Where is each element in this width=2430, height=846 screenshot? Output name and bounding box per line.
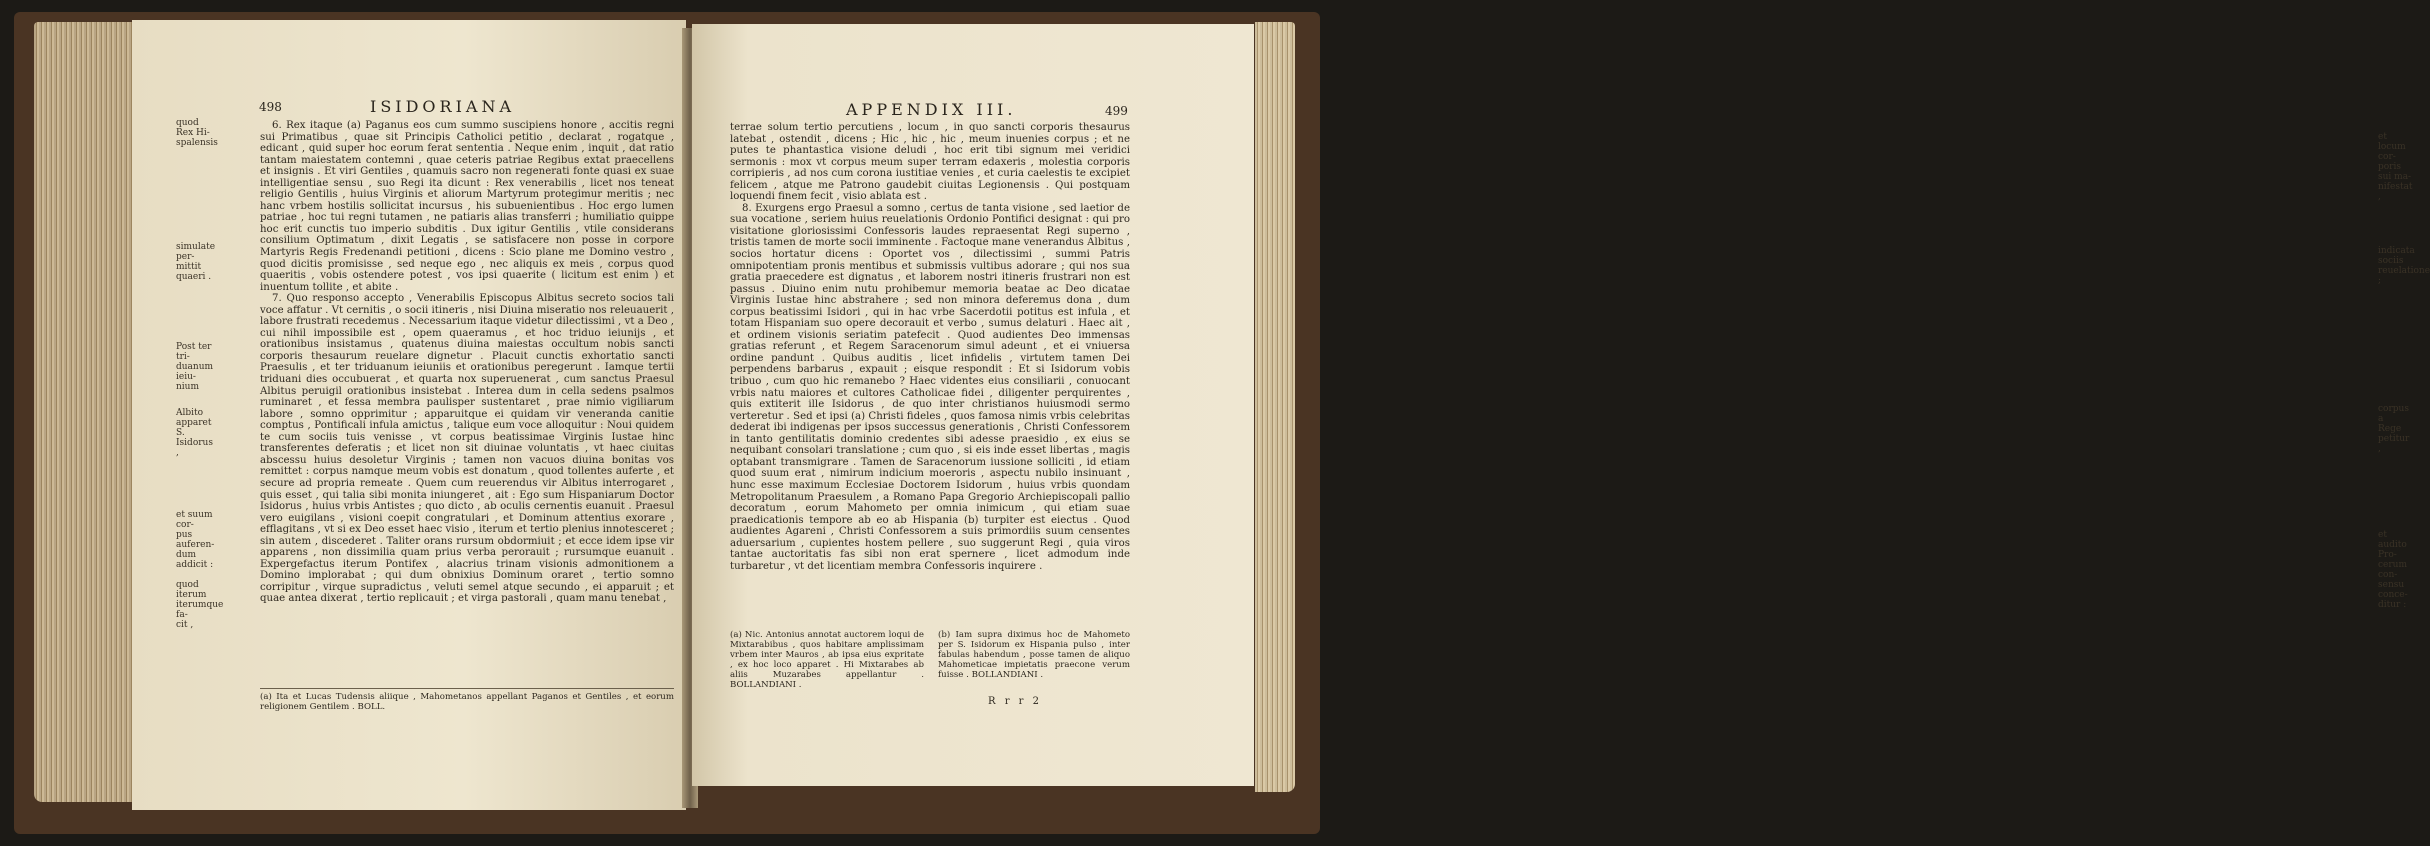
margin-note-left-6: quod iterum iterumque fa- cit , xyxy=(176,580,224,630)
left-body-text xyxy=(260,120,674,605)
margin-note-right-3: corpus a Rege petitur , xyxy=(2378,404,2410,454)
paragraph-7-cont: terrae solum tertio percutiens , locum , in quo sancti corporis thesaurus latebat , ostendit , dicens ; Hic , hic , hic , meum inuenies corpus ; et ne putes te phantastica visione deludi , hoc erit tibi signum mei veridici sermonis : mox vt corpus meum super terram edaxeris , molestia corporis corripieris , ad nos cum corona iustitiae venies , et curia caelestis te excipiet felicem , atque me Patrono gaudebit ciuitas Legionensis . Qui postquam loquendi finem fecit , visio ablata est . xyxy=(730,122,1130,203)
footnote-right-b: (b) Iam supra diximus hoc de Mahometo per S. Isidorum ex Hispania pulso , inter fabulas habendum , posse tamen de aliquo Mahometicae impietatis praecone verum fuisse . BOLLANDIANI . xyxy=(938,630,1130,680)
paragraph-7: 7. Quo responso accepto , Venerabilis Episcopus Albitus secreto socios tali voce affatur . Vt cernitis , o socii itineris , nisi Diuina miseratio nos releuauerit , labore frustrati recedemus . Necessarium itaque videtur dilectissimi , vt a Deo , cui nihil impossibile est , opem quaeramus , et hoc triduo ieiunijs , et orationibus insistamus , quatenus diuina maiestas occultum nobis sancti corporis thesaurum reuelare dignetur . Placuit cunctis exhortatio sancti Praesulis , et ter triduanum ieiuniis et orationibus peregerunt . Iamque tertii triduani dies occubuerat , et quarta nox superuenerat , cum sanctus Praesul Albitus peruigil orationibus insistebat . Interea dum in cella sedens psalmos ruminaret , et fessa membra paulisper sustentaret , prae nimio vigiliarum labore , somno opprimitur ; apparuitque ei quidam vir veneranda canitie comptus , Pontificali infula amictus , talique eum voce alloquitur : Noui quidem te cum sociis tuis venisse , vt corpus beatissimae Virginis Iustae hinc transferentes deferatis ; et licet non sit diuinae voluntatis , vt haec ciuitas abscessu huius desoletur Virginis ; tamen non vacuos diuina bonitas vos remittet : corpus namque meum vobis est donatum , quod tollentes auferte , et secure ad propria remeate . Quem cum reuerendus vir Albitus interrogaret , quis esset , qui talia sibi monita iniungeret , ait : Ego sum Hispaniarum Doctor Isidorus , huius vrbis Antistes ; quo dicto , ab oculis cernentis euanuit . Praesul vero euigilans , visioni coepit congratulari , et Dominum attentius exorare , efflagitans , vt si ex Deo esset haec visio , iterum et tertio plenius innotesceret ; sin autem , discederet . Taliter orans rursum obdormiuit ; et ecce idem ipse vir apparens , non dissimilia quam prius verba perorauit ; rursumque euanuit . Expergefactus iterum Pontifex , alacrius trinam visionis admonitionem a Domino implorabat ; qui dum obnixius Dominum oraret , tertio somno corripitur , virque supradictus , veluti semel atque secundo , ei apparuit ; et quae antea dixerat , tertio replicauit ; et virga pastorali , quam manu tenebat , xyxy=(260,293,674,605)
footnote-right-a: (a) Nic. Antonius annotat auctorem loqui de Mixtarabibus , quos habitare amplissimam vrbem inter Mauros , ab ipsa eius expritate , ex hoc loco apparet . Hi Mixtarabes ab aliis Muzarabes appellantur . BOLLANDIANI . xyxy=(730,630,924,690)
signature-mark: R r r 2 xyxy=(988,696,1042,707)
page-number-left: 498 xyxy=(259,100,282,114)
paragraph-6: 6. Rex itaque (a) Paganus eos cum summo suscipiens honore , accitis regni sui Primatibus , quae sit Principis Catholici petitio , declarat , rogatque , edicant , quid super hoc eorum ferat sententia . Neque enim , inquit , dat ratio tantam maiestatem contemni , quae ceteris patriae Regibus extat praecellens et insignis . Et viri Gentiles , quamuis sacro non regenerati fonte quasi ex suae intelligentiae sensu , suo Regi ita dicunt : Rex venerabilis , licet nos teneat religio Gentilis , huius Virginis et aliorum Martyrum protegimur meritis ; nec hanc vrbem hostilis sollicitat incursus , his subuenientibus . Hoc ergo lumen patriae , hoc tui regni tutamen , ne patiaris alias transferri ; humiliatio quippe hoc erit cunctis tuo imperio subditis . Dux igitur Gentilis , vtile considerans consilium Optimatum , dixit Legatis , se satisfacere non posse in corpore Martyris Regis Fredenandi petitioni , dicens : Scio plane me Domino vestro , quod dicitis promisisse , sed neque ego , nec aliquis ex meis , corpus quod quaeritis , vobis ostendere potest , vos ipsi quaerite ( licitum est enim ) et inuentum tollite , et abite . xyxy=(260,120,674,293)
margin-note-left-4: Albito apparet S. Isidorus , xyxy=(176,408,213,458)
left-margin-notes xyxy=(0,0,224,810)
margin-note-left-2: simulate per- mittit quaeri . xyxy=(176,242,216,282)
margin-note-right-1: et locum cor- poris sui ma- nifestat , xyxy=(2378,132,2413,202)
right-margin-notes xyxy=(1252,0,2430,810)
right-page xyxy=(692,24,1254,786)
margin-note-right-4: et audito Pro- cerum con- sensu conce- ditur : xyxy=(2378,530,2408,610)
running-head-right: APPENDIX III. xyxy=(846,100,1017,119)
footnote-left: (a) Ita et Lucas Tudensis aliique , Mahometanos appellant Paganos et Gentiles , et eorum religionem Gentilem . BOLL. xyxy=(260,692,674,712)
page-number-right: 499 xyxy=(1105,104,1128,118)
footnote-rule-left xyxy=(260,688,674,689)
margin-note-right-2: indicata sociis reuelatione ; xyxy=(2378,246,2430,286)
margin-note-left-5: et suum cor- pus auferen- dum addicit : xyxy=(176,510,215,570)
paragraph-8: 8. Exurgens ergo Praesul a somno , certus de tanta visione , sed laetior de sua vocatione , seriem huius reuelationis Ordonio Pontifici designat : qui pro visitatione gloriosissimi Confessoris laudes repraesentat Regi superno , tristis tamen de morte socii imminente . Factoque mane venerandus Albitus , socios hortatur dicens : Oportet vos , dilectissimi , summi Patris omnipotentiam pronis mentibus et submissis vultibus adorare ; qui nos sua gratia praecedere est dignatus , et laborem nostri itineris frustrari non est passus . Diuino enim nutu prohibemur memoria beatae ac Deo dicatae Virginis Iustae hinc abstrahere ; sed non minora deferemus dona , dum corpus beatissimi Isidori , qui in hac vrbe Sacerdotii potitus est infula , et totam Hispaniam suo opere decorauit et verbo , sumus delaturi . Haec ait , et ordinem visionis seriatim patefecit . Quod audientes Deo immensas gratias referunt , et Regem Saracenorum simul adeunt , et ei vniuersa ordine pandunt . Quibus auditis , licet infidelis , virtutem tamen Dei perpendens barbarus , expauit ; eisque respondit : Et si Isidorum vobis tribuo , cum quo hic remanebo ? Haec videntes eius consiliarii , conuocant vrbis natu maiores et cultores Catholicae fidei , diligenter perquirentes , quis extiterit ille Isidorus , de quo inter christianos huiusmodi sermo verteretur . Sed et ipsi (a) Christi fideles , quos famosa nimis vrbis celebritas dederat ibi indigenas per ipsos successus generationis , Christi Confessorem in tanto gentilitatis dominio credentes sibi adesse praesidio , ex eius se nequibant consolari translatione ; cum quo , si eis inde esset libertas , magis optabant transmigrare . Tamen de Saracenorum iussione solliciti , id etiam quod suum erat , nimirum indicium moeroris , aspectu nubilo insinuant , hunc esse maximum Ecclesiae Doctorem Isidorum , huius vrbis quondam Metropolitanum Praesulem , a Romano Papa Gregorio Archiepiscopali pallio decoratum , eorum Mahometo per omnia inimicum , qui etiam suae praedicationis tempore ab eo ab Hispania (b) turpiter est eiectus . Quod audientes Agareni , Christi Confessorem a suis primordiis suum censentes aduersarium , cupientes hostem pellere , suo suggerunt Regi , quia viros tantae auctoritatis fas sibi non erat spernere , licet admodum inde turbaretur , vt det licentiam membra Confessoris inquirere . xyxy=(730,202,1130,572)
margin-note-left-1: quod Rex Hi- spalensis xyxy=(176,118,218,148)
right-body-text xyxy=(730,122,1130,572)
running-head-left: ISIDORIANA xyxy=(370,97,516,116)
margin-note-left-3: Post ter tri- duanum ieiu- nium xyxy=(176,342,214,392)
